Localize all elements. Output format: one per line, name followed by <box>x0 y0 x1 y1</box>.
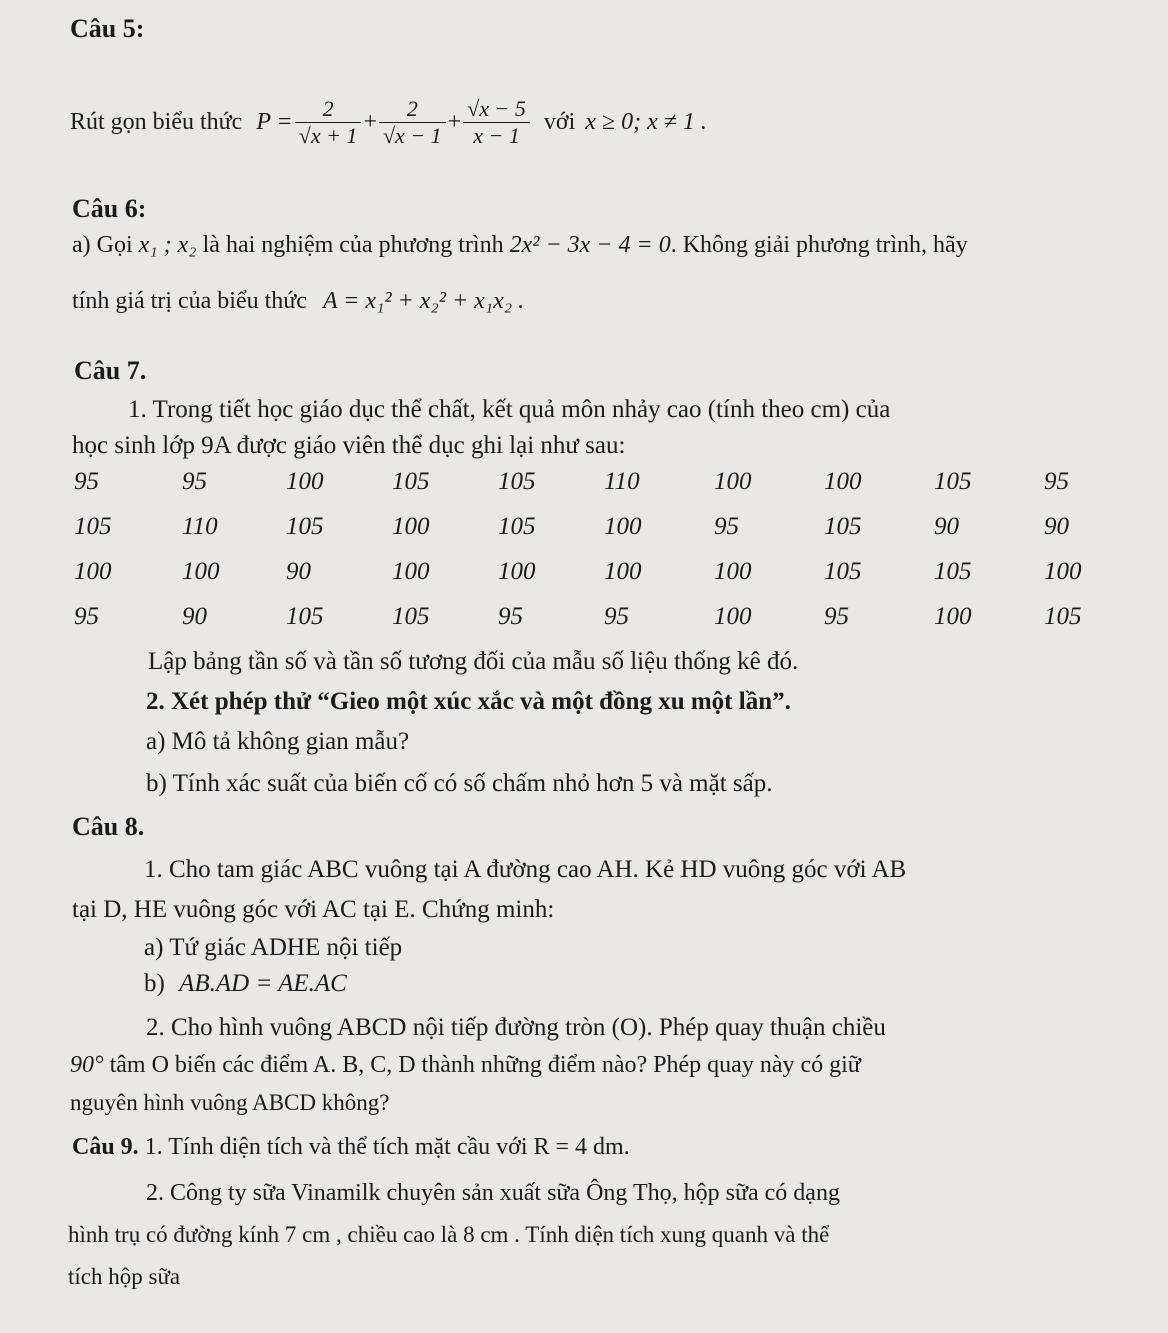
q5-plus-2: + <box>447 109 462 135</box>
q9-part2-line2: hình trụ có đường kính 7 cm , chiều cao là 8 cm . Tính diện tích xung quanh và thể <box>68 1222 830 1247</box>
data-cell: 100 <box>714 603 752 630</box>
q8-part1-line2: tại D, HE vuông góc với AC tại E. Chứng minh: <box>72 896 555 923</box>
q5-prefix: Rút gọn biểu thức <box>70 109 243 135</box>
data-cell: 95 <box>824 603 849 630</box>
q6-line1-c: . Không giải phương trình, hãy <box>670 232 968 258</box>
q5-frac3 <box>463 96 530 149</box>
q8-part2-line3: nguyên hình vuông ABCD không? <box>70 1090 390 1115</box>
q6-expression: A = x₁² + x₂² + x₁x₂ . <box>322 288 525 314</box>
data-cell: 105 <box>1044 603 1082 630</box>
q7-part2-a: a) Mô tả không gian mẫu? <box>146 728 410 755</box>
data-cell: 100 <box>714 558 752 585</box>
q5-lhs: P = <box>256 109 293 135</box>
q5-frac3-num: √x − 5 <box>467 96 526 121</box>
q8-part1-b <box>144 970 347 998</box>
q6-line1 <box>72 232 968 259</box>
data-cell: 100 <box>824 468 862 495</box>
data-cell: 95 <box>714 513 739 540</box>
data-cell: 100 <box>74 558 112 585</box>
q5-frac1-den: √x + 1 <box>295 122 362 149</box>
q8-part2-line2 <box>70 1052 861 1079</box>
data-cell: 100 <box>934 603 972 630</box>
data-cell: 105 <box>74 513 112 540</box>
q5-frac1-num: 2 <box>322 96 334 121</box>
data-cell: 90 <box>934 513 959 540</box>
data-cell: 100 <box>182 558 220 585</box>
data-cell: 100 <box>392 513 430 540</box>
q5-condition: x ≥ 0; x ≠ 1 . <box>585 109 707 135</box>
q8-part1-b-expr: AB.AD = AE.AC <box>179 970 347 997</box>
q9-line1 <box>72 1134 630 1161</box>
q8-angle: 90° <box>70 1052 104 1078</box>
data-cell: 105 <box>286 513 324 540</box>
q6-heading: Câu 6: <box>72 194 147 223</box>
q5-heading: Câu 5: <box>70 14 145 43</box>
data-cell: 105 <box>286 603 324 630</box>
data-cell: 105 <box>498 513 536 540</box>
data-cell: 100 <box>604 558 642 585</box>
q5-condition-prefix: với <box>543 109 576 135</box>
q8-part1-a: a) Tứ giác ADHE nội tiếp <box>144 934 403 961</box>
data-cell: 110 <box>604 468 640 495</box>
q6-line1-a: a) Gọi <box>72 232 133 258</box>
q9-part2-line3: tích hộp sữa <box>68 1264 181 1289</box>
data-cell: 95 <box>1044 468 1069 495</box>
data-cell: 90 <box>182 603 207 630</box>
q9-heading: Câu 9. <box>72 1134 139 1160</box>
data-cell: 95 <box>604 603 629 630</box>
q7-part1-line1: 1. Trong tiết học giáo dục thể chất, kết quả môn nhảy cao (tính theo cm) của <box>128 396 891 423</box>
data-cell: 105 <box>824 558 862 585</box>
q6-equation: 2x² − 3x − 4 = 0 <box>509 232 671 258</box>
q6-vars: x₁ ; x₂ <box>138 232 197 258</box>
data-cell: 100 <box>498 558 536 585</box>
q8-part1-line1: 1. Cho tam giác ABC vuông tại A đường cao AH. Kẻ HD vuông góc với AB <box>144 856 907 883</box>
data-cell: 90 <box>1044 513 1069 540</box>
data-cell: 100 <box>714 468 752 495</box>
data-cell: 100 <box>1044 558 1082 585</box>
q7-heading: Câu 7. <box>74 356 147 385</box>
data-cell: 105 <box>392 468 430 495</box>
data-cell: 100 <box>604 513 642 540</box>
data-cell: 110 <box>182 513 218 540</box>
q9-part1: 1. Tính diện tích và thể tích mặt cầu với R = 4 dm. <box>144 1134 630 1160</box>
q8-heading: Câu 8. <box>72 812 145 841</box>
q8-part1-b-label: b) <box>144 970 165 997</box>
data-row-2 <box>74 513 1104 558</box>
data-cell: 105 <box>934 468 972 495</box>
q7-part2-b: b) Tính xác suất của biến cố có số chấm nhỏ hơn 5 và mặt sấp. <box>146 770 773 797</box>
q5-plus-1: + <box>363 109 377 135</box>
q8-part2-line2-text: tâm O biến các điểm A. B, C, D thành những điểm nào? Phép quay này có giữ <box>109 1052 861 1078</box>
data-cell: 90 <box>286 558 311 585</box>
q5-frac2-den: √x − 1 <box>379 122 446 149</box>
q7-data-grid <box>74 468 1104 648</box>
q7-part2: 2. Xét phép thử “Gieo một xúc xắc và một đồng xu một lần”. <box>146 688 791 715</box>
data-cell: 105 <box>392 603 430 630</box>
data-row-1 <box>74 468 1104 513</box>
data-cell: 95 <box>182 468 207 495</box>
q5-frac2-num: 2 <box>406 96 418 121</box>
data-cell: 105 <box>498 468 536 495</box>
data-cell: 100 <box>392 558 430 585</box>
data-cell: 105 <box>824 513 862 540</box>
q6-line1-b: là hai nghiệm của phương trình <box>202 232 504 258</box>
q7-part1-line2: học sinh lớp 9A được giáo viên thể dục ghi lại như sau: <box>72 432 626 459</box>
data-cell: 95 <box>74 468 99 495</box>
q5-problem <box>70 96 707 149</box>
q9-part2-line1: 2. Công ty sữa Vinamilk chuyên sản xuất sữa Ông Thọ, hộp sữa có dạng <box>146 1180 840 1206</box>
data-cell: 105 <box>934 558 972 585</box>
data-cell: 100 <box>286 468 324 495</box>
q6-line2-a: tính giá trị của biểu thức <box>72 288 307 314</box>
q5-frac2 <box>379 96 446 149</box>
data-cell: 95 <box>498 603 523 630</box>
q7-task1: Lập bảng tần số và tần số tương đối của mẫu số liệu thống kê đó. <box>148 648 799 675</box>
q6-line2 <box>72 288 524 315</box>
data-row-4 <box>74 603 1104 648</box>
q8-part2-line1: 2. Cho hình vuông ABCD nội tiếp đường tròn (O). Phép quay thuận chiều <box>146 1014 886 1041</box>
data-row-3 <box>74 558 1104 603</box>
q5-frac3-den: x − 1 <box>463 122 530 149</box>
data-cell: 95 <box>74 603 99 630</box>
q5-frac1 <box>295 96 362 149</box>
